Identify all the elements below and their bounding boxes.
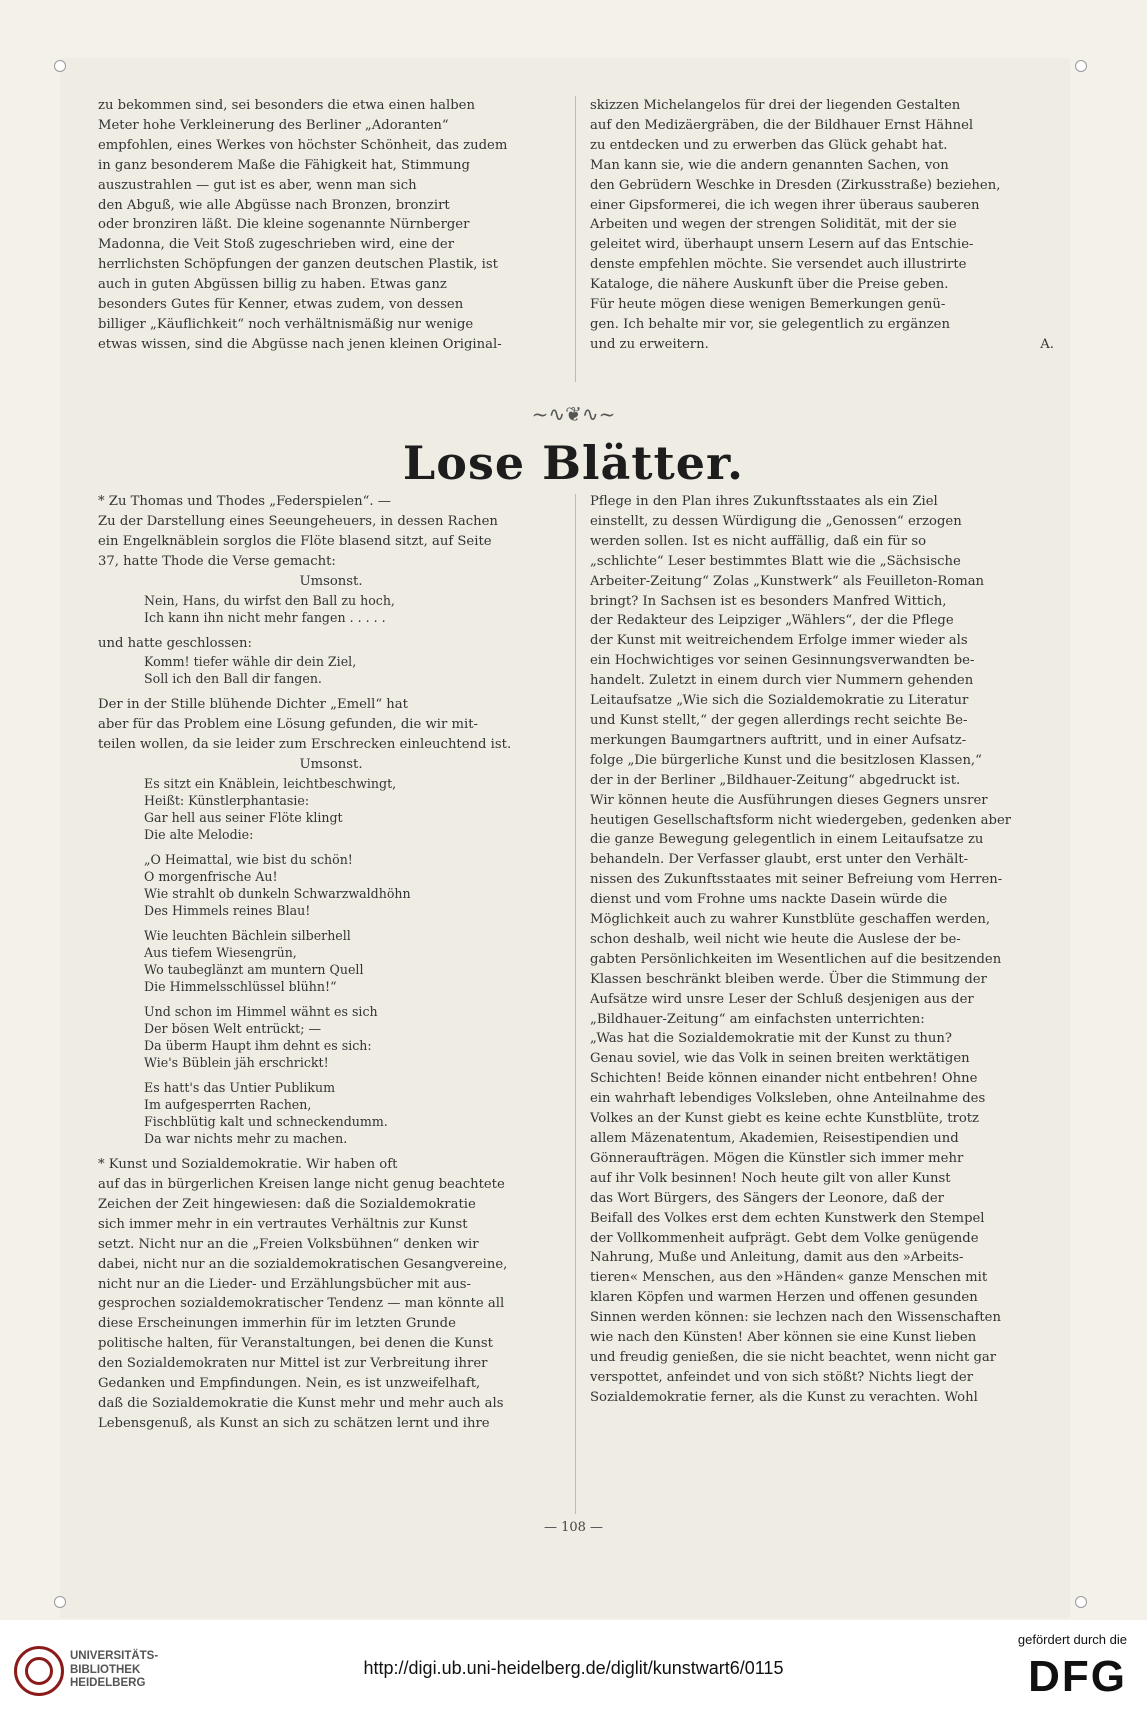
text-line: dabei, nicht nur an die sozialdemokratischen Gesangvereine, bbox=[98, 1256, 508, 1272]
text-line: geleitet wird, überhaupt unsern Lesern auf das Entschie- bbox=[590, 237, 974, 253]
text-line: politische halten, für Veranstaltungen, bei denen die Kunst bbox=[98, 1336, 493, 1352]
text-line: billiger „Käuflichkeit“ noch verhältnismäßig nur wenige bbox=[98, 316, 474, 332]
text-line: allem Mäzenatentum, Akademien, Reisestipendien und bbox=[590, 1131, 959, 1146]
verse-line: Es sitzt ein Knäblein, leichtbeschwingt, bbox=[144, 776, 397, 792]
text-line: Volkes an der Kunst giebt es keine echte Kunstblüte, trotz bbox=[590, 1111, 980, 1127]
verse-line: Der bösen Welt entrückt; — bbox=[144, 1021, 322, 1037]
text-line: „schlichte“ Leser bestimmtes Blatt wie die „Sächsische bbox=[590, 553, 961, 569]
text-line: * Zu Thomas und Thodes „Federspielen“. — bbox=[98, 494, 391, 509]
verse-line: Heißt: Künstlerphantasie: bbox=[144, 793, 310, 809]
corner-mark bbox=[54, 60, 66, 72]
text-line: auch in guten Abgüssen billig zu haben. Etwas ganz bbox=[98, 277, 447, 293]
text-line: Genau soviel, wie das Volk in seinen breiten werktätigen bbox=[590, 1051, 970, 1067]
text-line: dienst und vom Frohne ums nackte Dasein würde die bbox=[590, 892, 948, 908]
top-left-column bbox=[98, 96, 564, 355]
text-line: bringt? In Sachsen ist es besonders Manfred Wittich, bbox=[590, 593, 947, 609]
poem-stanza bbox=[144, 775, 564, 843]
text-line: handelt. Zuletzt in einem durch vier Nummern gehenden bbox=[590, 673, 974, 689]
text-line: der in der Berliner „Bildhauer-Zeitung“ abgedruckt ist. bbox=[590, 772, 961, 788]
page-title: Lose Blätter. bbox=[402, 436, 745, 490]
text-line: gesprochen sozialdemokratischer Tendenz — man könnte all bbox=[98, 1296, 505, 1312]
verse-line: Aus tiefem Wiesengrün, bbox=[144, 945, 297, 961]
text-line: Madonna, die Veit Stoß zugeschrieben wird, eine der bbox=[98, 237, 455, 253]
text-line: klaren Köpfen und warmen Herzen und offenen gesunden bbox=[590, 1290, 978, 1306]
text-line: denste empfehlen möchte. Sie versendet auch illustrirte bbox=[590, 257, 967, 273]
verse-line: Wie leuchten Bächlein silberhell bbox=[144, 928, 351, 944]
text-line: Gönneraufträgen. Mögen die Künstler sich immer mehr bbox=[590, 1150, 964, 1166]
uni-line: UNIVERSITÄTS- bbox=[70, 1650, 159, 1662]
text-line: auf den Medizäergräben, die der Bildhauer Ernst Hähnel bbox=[590, 117, 974, 133]
text-line: Wir können heute die Ausführungen dieses Gegners unsrer bbox=[590, 792, 988, 808]
source-url[interactable]: http://digi.ub.uni-heidelberg.de/diglit/kunstwart6/0115 bbox=[363, 1658, 784, 1678]
poem-title: Umsonst. bbox=[299, 573, 363, 589]
uni-line: BIBLIOTHEK bbox=[70, 1663, 141, 1676]
column-divider bbox=[575, 494, 576, 1514]
text-line: die ganze Bewegung gelegentlich in einem Leitaufsatze zu bbox=[590, 832, 984, 848]
text-line: werden sollen. Ist es nicht auffällig, daß ein für so bbox=[590, 533, 927, 549]
text-line: Kataloge, die nähere Auskunft über die Preise geben. bbox=[590, 277, 949, 293]
text-line: heutigen Gesellschaftsform nicht wiedergeben, gedenken aber bbox=[590, 812, 1012, 828]
text-line: ein Engelknäblein sorglos die Flöte blasend sitzt, auf Seite bbox=[98, 533, 492, 549]
text-line: ein wahrhaft lebendiges Volksleben, ohne Anteilnahme des bbox=[590, 1091, 986, 1107]
text-line: auf ihr Volk besinnen! Noch heute gilt von aller Kunst bbox=[590, 1170, 951, 1186]
text-line: verspottet, anfeindet und von sich stößt? Nichts liegt der bbox=[590, 1369, 974, 1385]
verse-line: Soll ich den Ball dir fangen. bbox=[144, 671, 322, 687]
poem-stanza bbox=[144, 851, 564, 919]
text-line: das Wort Bürgers, des Sängers der Leonore, daß der bbox=[590, 1190, 944, 1206]
verse-line: Die Himmelsschlüssel blühn!“ bbox=[144, 979, 337, 995]
verse-line: Die alte Melodie: bbox=[144, 827, 254, 843]
text-line: merkungen Baumgartners auftritt, und in einer Aufsatz- bbox=[590, 732, 967, 748]
text-line: „Bildhauer-Zeitung“ am einfachsten unterrichten: bbox=[590, 1011, 925, 1027]
text-line: Gedanken und Empfindungen. Nein, es ist unzweifelhaft, bbox=[98, 1376, 481, 1392]
column-divider bbox=[575, 96, 576, 382]
text-line: Beifall des Volkes erst dem echten Kunstwerk den Stempel bbox=[590, 1210, 985, 1226]
text-line: nicht nur an die Lieder- und Erzählungsbücher mit aus- bbox=[98, 1276, 471, 1292]
corner-mark bbox=[54, 1596, 66, 1608]
dfg-logo: DFG bbox=[1028, 1652, 1127, 1701]
text-line: der Redakteur des Leipziger „Wählers“, der die Pflege bbox=[590, 613, 954, 629]
verse-line: Da war nichts mehr zu machen. bbox=[144, 1131, 348, 1147]
verse-line: Es hatt's das Untier Publikum bbox=[144, 1080, 336, 1096]
text-line: in ganz besonderem Maße die Fähigkeit hat, Stimmung bbox=[98, 157, 470, 173]
text-line: setzt. Nicht nur an die „Freien Volksbühnen“ denken wir bbox=[98, 1236, 479, 1252]
text-line: Meter hohe Verkleinerung des Berliner „Adoranten“ bbox=[98, 117, 449, 133]
text-line: und zu erweitern. bbox=[590, 336, 709, 352]
text-line: besonders Gutes für Kenner, etwas zudem, von dessen bbox=[98, 297, 464, 313]
poem-stanza bbox=[144, 1003, 564, 1071]
text-line: der Kunst mit weitreichendem Erfolge immer wieder als bbox=[590, 633, 968, 649]
verse-line: Ich kann ihn nicht mehr fangen . . . . . bbox=[144, 609, 386, 625]
verse-line: Nein, Hans, du wirfst den Ball zu hoch, bbox=[144, 592, 395, 608]
text-line: „Was hat die Sozialdemokratie mit der Kunst zu thun? bbox=[590, 1031, 952, 1047]
text-line: empfohlen, eines Werkes von höchster Schönheit, das zudem bbox=[98, 137, 508, 153]
text-line: gen. Ich behalte mir vor, sie gelegentlich zu ergänzen bbox=[590, 316, 950, 332]
text-line: Arbeiter-Zeitung“ Zolas „Kunstwerk“ als Feuilleton-Roman bbox=[590, 573, 985, 589]
text-line: tieren« Menschen, aus den »Händen« ganze Menschen mit bbox=[590, 1270, 988, 1286]
text-line: daß die Sozialdemokratie die Kunst mehr und mehr auch als bbox=[98, 1395, 504, 1411]
text-line: und hatte geschlossen: bbox=[98, 635, 252, 651]
text-line: und Kunst stellt,“ der gegen allerdings recht seichte Be- bbox=[590, 712, 968, 728]
text-line: * Kunst und Sozialdemokratie. Wir haben oft bbox=[98, 1157, 398, 1173]
verse-line: Gar hell aus seiner Flöte klingt bbox=[144, 810, 343, 826]
text-line: Lebensgenuß, als Kunst an sich zu schätzen lernt und ihre bbox=[98, 1415, 490, 1431]
text-line: diese Erscheinungen immerhin für im letzten Grunde bbox=[98, 1316, 456, 1332]
poem-title: Umsonst. bbox=[299, 757, 363, 773]
text-line: Man kann sie, wie die andern genannten Sachen, von bbox=[590, 157, 949, 173]
verse-line: Wo taubeglänzt am muntern Quell bbox=[144, 962, 364, 978]
verse-line: Wie strahlt ob dunkeln Schwarzwaldhöhn bbox=[144, 886, 411, 902]
text-line: Klassen beschränkt bleiben werde. Über die Stimmung der bbox=[590, 971, 987, 987]
poem-stanza bbox=[144, 592, 564, 626]
text-line: auszustrahlen — gut ist es aber, wenn man sich bbox=[98, 177, 417, 193]
text-line: Nahrung, Muße und Anleitung, damit aus den »Arbeits- bbox=[590, 1250, 964, 1266]
dfg-label: gefördert durch die bbox=[1017, 1632, 1127, 1647]
text-line: sich immer mehr in ein vertrautes Verhältnis zur Kunst bbox=[98, 1216, 468, 1232]
text-line: auf das in bürgerlichen Kreisen lange nicht genug beachtete bbox=[98, 1176, 505, 1192]
right-column bbox=[590, 492, 1054, 1408]
text-line: den Gebrüdern Weschke in Dresden (Zirkusstraße) beziehen, bbox=[590, 177, 1001, 193]
text-line: ein Hochwichtiges vor seinen Gesinnungsverwandten be- bbox=[590, 653, 975, 669]
verse-line: O morgenfrische Au! bbox=[144, 869, 278, 885]
text-line: einer Gipsformerei, die ich wegen ihrer überaus sauberen bbox=[590, 197, 980, 213]
poem-stanza bbox=[144, 927, 564, 995]
text-line: aber für das Problem eine Lösung gefunden, die wir mit- bbox=[98, 717, 478, 733]
verse-line: Und schon im Himmel wähnt es sich bbox=[144, 1004, 378, 1020]
text-line: Sozialdemokratie ferner, als die Kunst zu verachten. Wohl bbox=[590, 1389, 978, 1405]
text-line: Zeichen der Zeit hingewiesen: daß die Sozialdemokratie bbox=[98, 1196, 476, 1212]
text-line: herrlichsten Schöpfungen der ganzen deutschen Plastik, ist bbox=[98, 257, 498, 273]
top-right-column bbox=[590, 96, 1054, 355]
text-line: schon deshalb, weil nicht wie heute die Auslese der be- bbox=[590, 931, 961, 947]
text-line: Möglichkeit auch zu wahrer Kunstblüte geschaffen werden, bbox=[590, 912, 991, 928]
text-line: behandeln. Der Verfasser glaubt, erst unter den Verhält- bbox=[590, 852, 969, 868]
text-line: wie nach den Künsten! Aber können sie eine Kunst lieben bbox=[590, 1330, 977, 1346]
verse-line: „O Heimattal, wie bist du schön! bbox=[144, 852, 353, 868]
poem-stanza bbox=[144, 653, 564, 687]
text-line: und freudig genießen, die sie nicht beachtet, wenn nicht gar bbox=[590, 1349, 997, 1365]
verse-line: Fischblütig kalt und schneckendumm. bbox=[144, 1114, 388, 1130]
verse-line: Komm! tiefer wähle dir dein Ziel, bbox=[144, 654, 357, 670]
left-column bbox=[98, 492, 564, 1434]
text-line: Leitaufsatze „Wie sich die Sozialdemokratie zu Literatur bbox=[590, 693, 969, 709]
page-number: — 108 — bbox=[543, 1520, 604, 1535]
ornament: ~∿❦∿~ bbox=[531, 402, 616, 426]
text-line: 37, hatte Thode die Verse gemacht: bbox=[98, 553, 336, 569]
text-line: einstellt, zu dessen Würdigung die „Genossen“ erzogen bbox=[590, 513, 962, 529]
text-line: zu entdecken und zu erwerben das Glück gehabt hat. bbox=[590, 137, 948, 153]
text-line: nissen des Zukunftsstaates mit seiner Befreiung vom Herren- bbox=[590, 872, 1003, 888]
text-line: oder bronziren läßt. Die kleine sogenannte Nürnberger bbox=[98, 217, 470, 233]
corner-mark bbox=[1075, 1596, 1087, 1608]
footer bbox=[0, 1620, 1147, 1716]
text-line: der Vollkommenheit aufprägt. Gebt dem Volke genügende bbox=[590, 1230, 979, 1246]
text-line: den Abguß, wie alle Abgüsse nach Bronzen, bronzirt bbox=[98, 197, 450, 213]
text-line: Aufsätze wird unsre Leser der Schluß desjenigen aus der bbox=[590, 991, 974, 1007]
verse-line: Im aufgesperrten Rachen, bbox=[144, 1097, 312, 1113]
corner-mark bbox=[1075, 60, 1087, 72]
text-line: den Sozialdemokraten nur Mittel ist zur Verbreitung ihrer bbox=[98, 1356, 488, 1372]
text-line: zu bekommen sind, sei besonders die etwa einen halben bbox=[98, 98, 475, 113]
text-line: skizzen Michelangelos für drei der liegenden Gestalten bbox=[590, 98, 961, 113]
signature: A. bbox=[1040, 336, 1054, 352]
uni-line: HEIDELBERG bbox=[70, 1677, 146, 1689]
text-line: Zu der Darstellung eines Seeungeheuers, in dessen Rachen bbox=[98, 513, 498, 529]
text-line: Schichten! Beide können einander nicht entbehren! Ohne bbox=[590, 1071, 978, 1087]
text-line: etwas wissen, sind die Abgüsse nach jenen kleinen Original- bbox=[98, 336, 502, 352]
poem-stanza bbox=[144, 1079, 564, 1147]
text-line: Der in der Stille blühende Dichter „Emell“ hat bbox=[98, 697, 408, 713]
verse-line: Wie's Büblein jäh erschrickt! bbox=[144, 1055, 329, 1071]
text-line: Pflege in den Plan ihres Zukunftsstaates als ein Ziel bbox=[590, 494, 938, 509]
text-line: Arbeiten und wegen der strengen Solidität, mit der sie bbox=[590, 217, 957, 233]
text-line: Sinnen werden können: sie lechzen nach den Wissenschaften bbox=[590, 1310, 1001, 1326]
text-line: teilen wollen, da sie leider zum Erschrecken einleuchtend ist. bbox=[98, 737, 512, 753]
text-line: folge „Die bürgerliche Kunst und die besitzlosen Klassen,“ bbox=[590, 752, 982, 768]
verse-line: Da überm Haupt ihm dehnt es sich: bbox=[144, 1038, 372, 1054]
verse-line: Des Himmels reines Blau! bbox=[144, 903, 311, 919]
text-line: Für heute mögen diese wenigen Bemerkungen genü- bbox=[590, 297, 946, 313]
text-line: gabten Persönlichkeiten im Wesentlichen auf die besitzenden bbox=[590, 951, 1002, 967]
